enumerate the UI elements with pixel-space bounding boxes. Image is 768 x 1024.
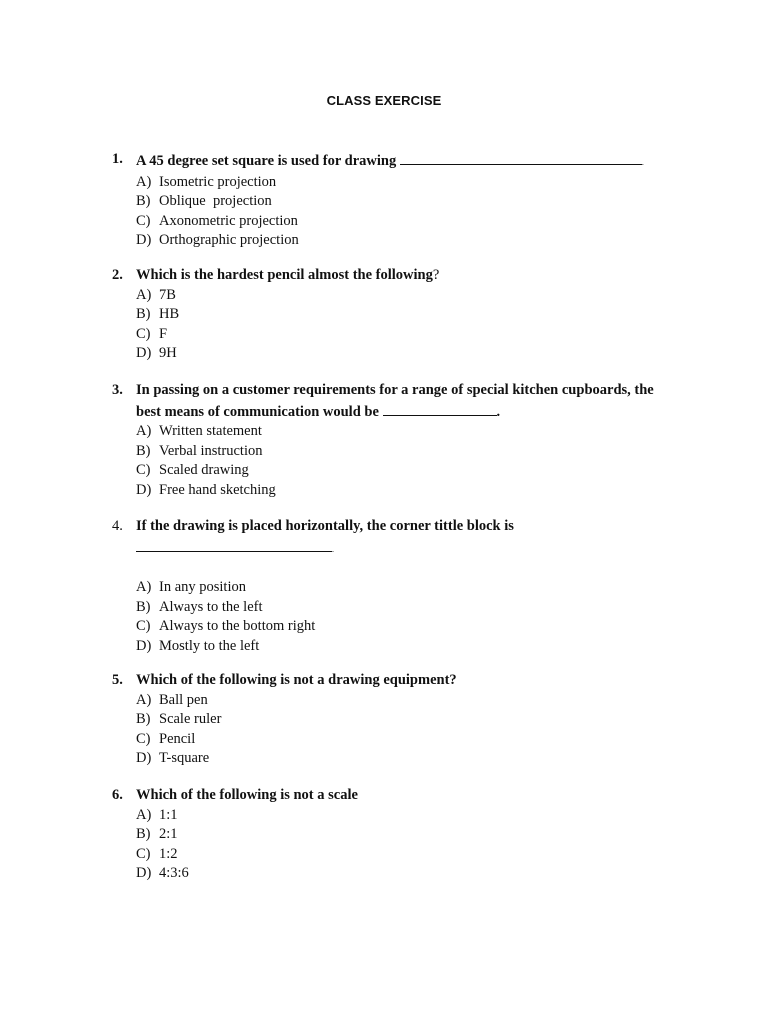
option-letter: B) xyxy=(136,442,151,459)
option-letter: D) xyxy=(136,232,152,248)
option-letter: C) xyxy=(136,325,151,342)
option-text: In any position xyxy=(159,579,246,595)
question-mark: ? xyxy=(432,267,440,283)
option-text: Pencil xyxy=(159,730,196,747)
option-c xyxy=(136,325,692,345)
question-number: 4. xyxy=(112,518,123,534)
option-b xyxy=(136,305,692,325)
option-a xyxy=(136,691,692,711)
question-text: Which of the following is not a drawing equipment? xyxy=(136,672,457,688)
option-a xyxy=(136,422,692,442)
option-letter: A) xyxy=(136,286,152,303)
options-list xyxy=(112,691,692,769)
page-title: CLASS EXERCISE xyxy=(326,93,442,108)
option-letter: A) xyxy=(136,579,152,595)
question-number: 3. xyxy=(112,382,123,398)
option-text: Written statement xyxy=(159,423,262,439)
option-letter: D) xyxy=(136,481,152,498)
options-list xyxy=(112,578,692,656)
question-1 xyxy=(112,150,692,251)
options-list xyxy=(112,806,692,884)
option-c xyxy=(136,845,692,865)
option-text: Scale ruler xyxy=(159,711,222,727)
question-text-content: A 45 degree set square is used for drawing xyxy=(136,153,397,169)
option-letter: D) xyxy=(136,345,152,361)
question-text xyxy=(136,517,692,559)
option-text: 7B xyxy=(159,286,176,303)
option-letter: C) xyxy=(136,212,151,229)
option-text: 1:1 xyxy=(159,806,178,823)
option-text: 2:1 xyxy=(159,826,178,842)
answer-blank xyxy=(136,537,332,552)
option-text: Always to the bottom right xyxy=(159,618,316,634)
option-b xyxy=(136,598,692,618)
question-number: 2. xyxy=(112,267,123,283)
question-number: 5. xyxy=(112,672,123,688)
blank-end-dot: . xyxy=(641,158,644,167)
option-a xyxy=(136,173,692,193)
option-text: Verbal instruction xyxy=(159,442,263,459)
option-text: Always to the left xyxy=(159,598,263,615)
question-6 xyxy=(112,786,692,884)
option-text: 1:2 xyxy=(159,845,178,862)
option-letter: B) xyxy=(136,193,151,209)
option-d xyxy=(136,637,692,657)
option-a xyxy=(136,806,692,826)
option-text: F xyxy=(159,325,168,342)
question-text-content: If the drawing is placed horizontally, the corner tittle block is xyxy=(136,518,514,534)
answer-blank xyxy=(400,150,642,165)
option-letter: A) xyxy=(136,423,152,439)
option-text: 9H xyxy=(159,345,177,361)
option-c xyxy=(136,617,692,637)
option-text: Scaled drawing xyxy=(159,462,249,478)
option-letter: C) xyxy=(136,730,151,747)
option-text: T-square xyxy=(159,750,210,766)
option-b xyxy=(136,825,692,845)
option-a xyxy=(136,286,692,306)
question-spacer xyxy=(112,559,692,578)
option-letter: B) xyxy=(136,711,151,727)
option-letter: A) xyxy=(136,806,152,823)
option-d xyxy=(136,864,692,884)
options-list xyxy=(112,173,692,251)
question-2 xyxy=(112,266,692,364)
question-4 xyxy=(112,517,692,656)
blank-end-dot: . xyxy=(332,544,334,554)
option-d xyxy=(136,344,692,364)
question-text-line-1: In passing on a customer requirements for a range of special kitchen cupboards, the xyxy=(136,382,654,398)
option-text: Isometric projection xyxy=(159,173,277,190)
option-c xyxy=(136,461,692,481)
question-number: 1. xyxy=(112,151,123,167)
option-letter: A) xyxy=(136,173,152,190)
options-list xyxy=(112,286,692,364)
question-text-content: Which is the hardest pencil almost the following xyxy=(136,267,433,283)
question-text xyxy=(136,381,692,422)
question-text: Which of the following is not a scale xyxy=(136,787,358,803)
option-text: Ball pen xyxy=(159,691,208,708)
question-3 xyxy=(112,381,692,500)
blank-end-dot: . xyxy=(496,403,501,420)
option-letter: B) xyxy=(136,306,151,322)
option-letter: B) xyxy=(136,598,151,615)
option-letter: C) xyxy=(136,845,151,862)
option-a xyxy=(136,578,692,598)
question-text xyxy=(136,266,692,286)
option-text: Mostly to the left xyxy=(159,637,260,654)
option-c xyxy=(136,730,692,750)
option-b xyxy=(136,710,692,730)
option-d xyxy=(136,749,692,769)
option-d xyxy=(136,481,692,501)
option-letter: D) xyxy=(136,865,152,881)
question-text-line-2: best means of communication would be xyxy=(136,403,379,420)
options-list xyxy=(112,422,692,500)
option-letter: C) xyxy=(136,462,151,478)
option-d xyxy=(136,231,692,251)
option-text: Orthographic projection xyxy=(159,232,299,248)
option-b xyxy=(136,192,692,212)
option-text: Axonometric projection xyxy=(159,212,298,229)
option-letter: C) xyxy=(136,618,151,634)
option-b xyxy=(136,442,692,462)
option-letter: B) xyxy=(136,826,151,842)
option-c xyxy=(136,212,692,232)
option-text: HB xyxy=(159,306,180,322)
option-text: 4:3:6 xyxy=(159,865,189,881)
option-letter: D) xyxy=(136,637,152,654)
question-number: 6. xyxy=(112,787,123,803)
answer-blank xyxy=(383,401,497,416)
option-letter: D) xyxy=(136,750,152,766)
option-letter: A) xyxy=(136,691,152,708)
question-5 xyxy=(112,671,692,769)
question-text xyxy=(136,150,692,173)
option-text: Free hand sketching xyxy=(159,481,276,498)
option-text: Oblique projection xyxy=(159,193,272,209)
